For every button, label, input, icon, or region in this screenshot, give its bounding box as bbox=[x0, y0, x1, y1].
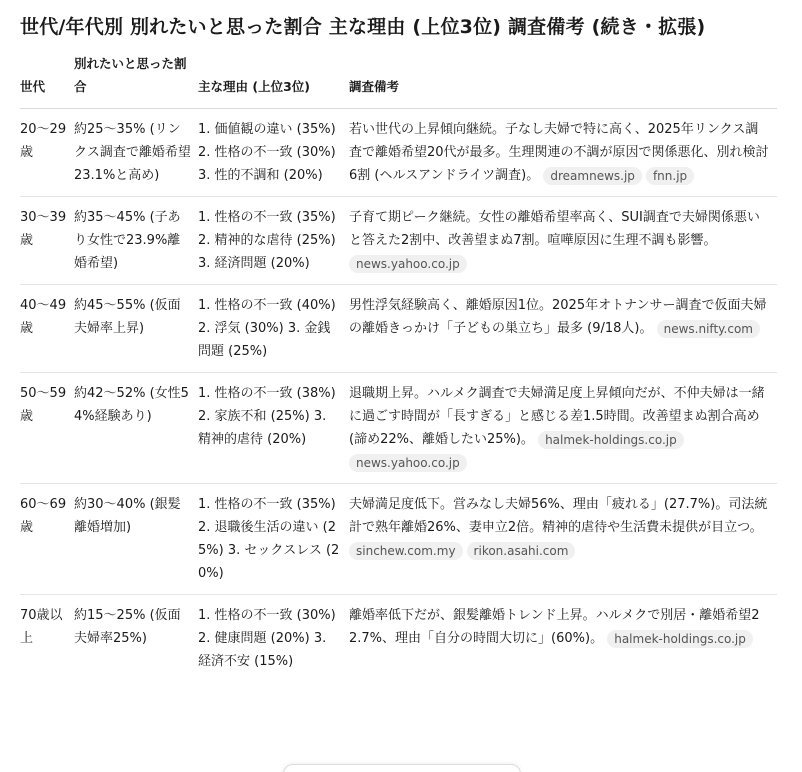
cell-reasons: 1. 性格の不一致 (38%) 2. 家族不和 (25%) 3. 精神的虐待 (20%) bbox=[198, 373, 349, 484]
cell-ratio: 約45～55% (仮面夫婦率上昇) bbox=[74, 285, 198, 373]
table-header-row bbox=[20, 52, 777, 109]
cell-reasons: 1. 性格の不一致 (35%) 2. 精神的な虐待 (25%) 3. 経済問題 (20%) bbox=[198, 197, 349, 285]
cell-generation: 30～39歳 bbox=[20, 197, 74, 285]
header-ratio: 別れたいと思った割合 bbox=[74, 52, 198, 109]
cell-generation: 50～59歳 bbox=[20, 373, 74, 484]
notes-text: 子育て期ピーク継続。女性の離婚希望率高く、SUI調査で夫婦関係悪いと答えた2割中、改善望まぬ7割。喧嘩原因に生理不調も影響。 bbox=[349, 210, 760, 248]
cell-notes bbox=[349, 373, 777, 484]
cell-notes bbox=[349, 197, 777, 285]
cell-notes bbox=[349, 285, 777, 373]
source-link[interactable]: dreamnews.jp bbox=[543, 167, 642, 185]
notes-text: 夫婦満足度低下。営みなし夫婦56%、理由「疲れる」(27.7%)。司法統計で熟年離婚26%、妻申立2倍。精神的虐待や生活費未提供が目立つ。 bbox=[349, 497, 768, 535]
source-link[interactable]: news.yahoo.co.jp bbox=[349, 255, 467, 273]
cell-generation: 70歳以上 bbox=[20, 608, 63, 646]
cell-generation: 20～29歳 bbox=[20, 109, 74, 197]
source-link[interactable]: halmek-holdings.co.jp bbox=[538, 431, 684, 449]
cell-reasons: 1. 性格の不一致 (35%) 2. 退職後生活の違い (25%) 3. セックスレス (20%) bbox=[198, 484, 349, 595]
table-row bbox=[20, 109, 777, 197]
cell-ratio: 約15～25% (仮面夫婦率25%) bbox=[74, 608, 181, 646]
cell-ratio: 約25～35% (リンクス調査で離婚希望23.1%と高め) bbox=[74, 109, 198, 197]
header-reasons: 主な理由 (上位3位) bbox=[198, 52, 349, 109]
table-row bbox=[20, 373, 777, 484]
source-link[interactable]: fnn.jp bbox=[646, 167, 694, 185]
source-link[interactable]: rikon.asahi.com bbox=[467, 542, 576, 560]
cell-ratio: 約42～52% (女性54%経験あり) bbox=[74, 373, 198, 484]
table-row bbox=[20, 484, 777, 595]
header-notes: 調査備考 bbox=[349, 52, 777, 109]
notes-text: 退職期上昇。ハルメク調査で夫婦満足度上昇傾向だが、不仲夫婦は一緒に過ごす時間が「長すぎる」と感じる差1.5時間。改善望まぬ割合高め (諦め22%、離婚したい25%)。 bbox=[349, 386, 765, 447]
cell-notes bbox=[349, 595, 777, 683]
notes-text: 男性浮気経験高く、離婚原因1位。2025年オトナンサー調査で仮面夫婦の離婚きっかけ「子どもの巣立ち」最多 (9/18人)。 bbox=[349, 298, 767, 336]
cell-generation: 40～49歳 bbox=[20, 285, 74, 373]
source-link[interactable]: news.nifty.com bbox=[657, 320, 760, 338]
cell-reasons: 1. 性格の不一致 (30%) 2. 健康問題 (20%) 3. 経済不安 (15%) bbox=[198, 608, 336, 669]
table-row bbox=[20, 595, 777, 683]
source-link[interactable]: news.yahoo.co.jp bbox=[349, 454, 467, 472]
cell-reasons: 1. 性格の不一致 (40%) 2. 浮気 (30%) 3. 金銭問題 (25%) bbox=[198, 285, 349, 373]
notes-text: 離婚率低下だが、銀髪離婚トレンド上昇。ハルメクで別居・離婚希望22.7%、理由「自分の時間大切に」(60%)。 bbox=[349, 608, 760, 646]
cell-reasons: 1. 価値観の違い (35%) 2. 性格の不一致 (30%) 3. 性的不調和 (20%) bbox=[198, 109, 349, 197]
cell-notes bbox=[349, 484, 777, 595]
page-title: 世代/年代別 別れたいと思った割合 主な理由 (上位3位) 調査備考 (続き・拡張) bbox=[20, 16, 706, 38]
cell-generation: 60～69歳 bbox=[20, 484, 74, 595]
table-row bbox=[20, 285, 777, 373]
table-row bbox=[20, 197, 777, 285]
header-generation: 世代 bbox=[20, 52, 74, 109]
cell-notes bbox=[349, 109, 777, 197]
cell-ratio: 約35～45% (子あり女性で23.9%離婚希望) bbox=[74, 197, 198, 285]
cell-ratio: 約30～40% (銀髪離婚増加) bbox=[74, 484, 198, 595]
survey-table bbox=[20, 52, 777, 682]
source-link[interactable]: sinchew.com.my bbox=[349, 542, 463, 560]
scroll-to-bottom-pill[interactable] bbox=[283, 764, 521, 772]
source-link[interactable]: halmek-holdings.co.jp bbox=[607, 630, 753, 648]
notes-text: 若い世代の上昇傾向継続。子なし夫婦で特に高く、2025年リンクス調査で離婚希望20代が最多。生理関連の不調が原因で関係悪化、別れ検討6割 (ヘルスアンドライツ調査)。 bbox=[349, 122, 769, 183]
